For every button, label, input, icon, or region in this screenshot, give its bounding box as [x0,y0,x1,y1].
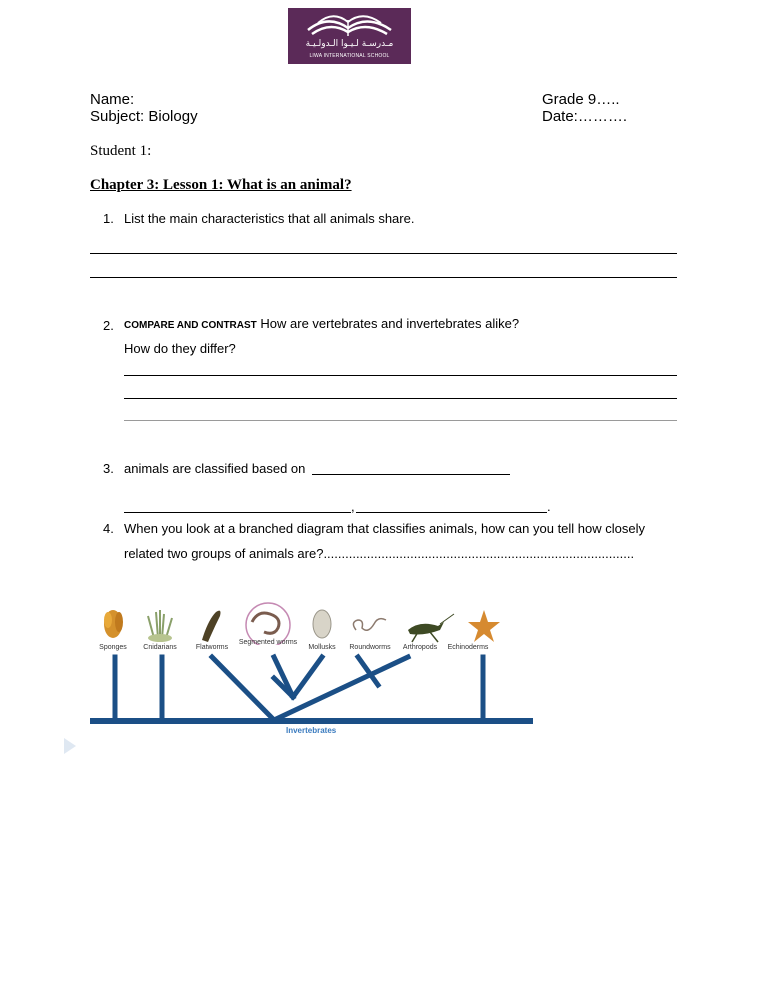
decorative-triangle [64,738,76,754]
flatworm-icon [202,611,221,642]
answer-line[interactable] [124,375,677,376]
answer-line[interactable] [124,398,677,399]
label-roundworms: Roundworms [349,644,391,651]
label-arthropods: Arthropods [402,644,438,651]
label-echinoderms: Echinoderms [447,644,489,651]
question-2-subtext: How do they differ? [124,341,236,356]
school-logo [288,8,411,64]
question-2-number: 2. [103,318,114,333]
book-icon [288,8,411,40]
date-label: Date:………. [542,108,628,125]
fill-blank[interactable] [312,474,510,475]
logo-english-text: LIWA INTERNATIONAL SCHOOL [309,53,390,59]
echinoderm-icon [468,610,500,642]
cladogram-branches [88,652,538,727]
label-sponges: Sponges [99,644,127,651]
question-2-text [124,316,519,331]
answer-line[interactable] [124,420,677,421]
question-1-number: 1. [103,211,114,226]
label-mollusks: Mollusks [308,644,336,651]
sponge-icon [104,610,123,638]
comma-separator: , [351,499,355,514]
grade-label: Grade 9….. [542,91,620,108]
invertebrates-label: Invertebrates [286,726,337,735]
compare-contrast-label: COMPARE AND CONTRAST [124,320,257,331]
student-label: Student 1: [90,143,152,159]
arthropod-icon [408,614,454,642]
label-flatworms: Flatworms [195,644,229,651]
question-3-text: animals are classified based on [124,461,306,476]
chapter-title: Chapter 3: Lesson 1: What is an animal? [90,177,352,193]
label-cnidarians: Cnidarians [143,644,177,651]
question-4-text: When you look at a branched diagram that classifies animals, how can you tell how closely [124,521,645,536]
label-segmented-worms: Segmented worms [238,639,298,646]
question-4-subtext: related two groups of animals are?...................................................................................... [124,546,635,561]
cnidarian-icon [148,610,172,642]
subject-label: Subject: Biology [90,108,198,125]
roundworm-icon [353,619,386,631]
organism-icons [88,600,538,645]
invertebrate-cladogram [88,600,538,745]
question-4-number: 4. [103,521,114,536]
logo-arabic-text: مـدرسـة لـيـوا الـدولـيـة [305,39,394,49]
question-1-text: List the main characteristics that all animals share. [124,211,415,226]
fill-blank[interactable] [356,512,547,513]
name-label: Name: [90,91,135,108]
period-separator: . [547,499,551,514]
mollusk-icon [313,610,331,638]
answer-line[interactable] [90,253,677,254]
question-2-main: How are vertebrates and invertebrates alike? [256,316,520,331]
answer-line[interactable] [90,277,677,278]
question-3-number: 3. [103,461,114,476]
fill-blank[interactable] [124,512,351,513]
